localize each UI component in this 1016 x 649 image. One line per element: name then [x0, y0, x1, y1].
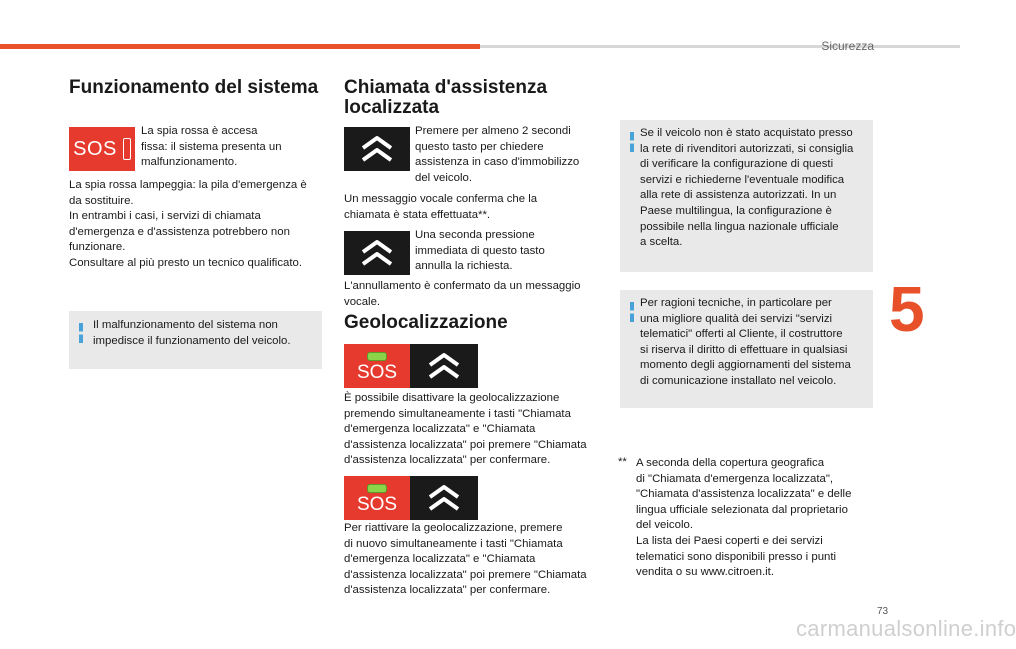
note-text: Se il veicolo non è stato acquistato presso la rete di rivenditori autorizzati, si consiglia di verificare la configurazione di questi servizi e richiederne l'eventuale modifica alla rete di assistenza autorizzati. In un Paese multilingua, la configurazione è possibile nella lingua nazionale ufficiale a scelta. [640, 127, 854, 249]
chevrons-icon [359, 238, 395, 268]
assistance-button-icon [344, 127, 410, 171]
page-number: 73 [877, 606, 889, 617]
footnote-text: A seconda della copertura geografica di "Chiamata d'emergenza localizzata", "Chiamata d'assistenza localizzata" e delle lingua ufficiale selezionata dal proprietario del veicolo. La lista dei Paesi coperti e dei servizi telematici sono disponibili presso i punti vendita o su www.citroen.it. [636, 457, 852, 579]
watermark: carmanualsonline.info [796, 616, 1016, 641]
press-text: Premere per almeno 2 secondi questo tasto per chiedere assistenza in caso d'immobilizzo del veicolo. [415, 125, 580, 184]
note-text: Il malfunzionamento del sistema non impedisce il funzionamento del veicolo. [93, 319, 291, 347]
sos-assistance-combo-icon [344, 344, 478, 388]
green-led-icon [367, 352, 387, 361]
title-chiamata-assistenza: Chiamata d'assistenza localizzata [344, 77, 548, 118]
cancel-text: L'annullamento è confermato da un messaggio vocale. [344, 280, 581, 308]
header-accent-bar [0, 44, 480, 49]
combo-sos-label: SOS [356, 362, 398, 383]
body-lampeggia: La spia rossa lampeggia: la pila d'emergenza è da sostituire. In entrambi i casi, i servizi di chiamata d'emergenza e d'assistenza potrebbero non funzionare. Consultare al più presto un tecnico qualificato. [69, 179, 307, 269]
assistance-chevrons-icon [410, 344, 478, 388]
assistance-button-icon-2 [344, 231, 410, 275]
note-malfunzionamento [69, 311, 322, 369]
note-info-icon [79, 323, 83, 343]
chapter-number: 5 [889, 273, 925, 345]
note-configurazione [620, 120, 873, 272]
vocal-text: Un messaggio vocale conferma che la chiamata è stata effettuata**. [344, 193, 538, 221]
header-rule [480, 45, 960, 48]
note-aggiornamenti [620, 290, 873, 408]
combo-sos-label: SOS [356, 494, 398, 515]
title-funzionamento: Funzionamento del sistema [69, 77, 319, 98]
chevrons-icon [359, 134, 395, 164]
indicator-text: La spia rossa è accesa fissa: il sistema presenta un malfunzionamento. [141, 125, 282, 169]
sos-label: SOS [73, 137, 117, 160]
chevrons-icon [426, 351, 462, 381]
indicator-lamp-icon [123, 138, 131, 160]
sos-assistance-combo-icon-2 [344, 476, 478, 520]
green-led-icon [367, 484, 387, 493]
note-text: Per ragioni tecniche, in particolare per una migliore qualità dei servizi "servizi telematici" offerti al Cliente, il costruttore si riserva il diritto di effettuare in qualsiasi momento degli aggiornamenti del sistema di comunicazione installato nel veicolo. [640, 297, 851, 387]
assistance-chevrons-icon [410, 476, 478, 520]
section-label: Sicurezza [821, 39, 874, 53]
note-info-icon [630, 302, 634, 322]
title-geolocalizzazione: Geolocalizzazione [344, 312, 508, 333]
note-info-icon [630, 132, 634, 152]
geo-disable-text: È possibile disattivare la geolocalizzazione premendo simultaneamente i tasti "Chiamata d'emergenza localizzata" e "Chiamata d'assistenza localizzata" poi premere "Chiamata d'assistenza localizzata" per confermare. [344, 392, 587, 467]
second-press-text: Una seconda pressione immediata di questo tasto annulla la richiesta. [415, 229, 545, 273]
sos-emergency-icon [344, 476, 410, 520]
geo-enable-text: Per riattivare la geolocalizzazione, premere di nuovo simultaneamente i tasti "Chiamata d'emergenza localizzata" e "Chiamata d'assistenza localizzata" poi premere "Chiamata d'assistenza localizzata" per confermare. [344, 522, 587, 597]
sos-emergency-icon [344, 344, 410, 388]
footnote-mark: ** [618, 456, 627, 468]
sos-warning-icon [69, 127, 135, 171]
chevrons-icon [426, 483, 462, 513]
